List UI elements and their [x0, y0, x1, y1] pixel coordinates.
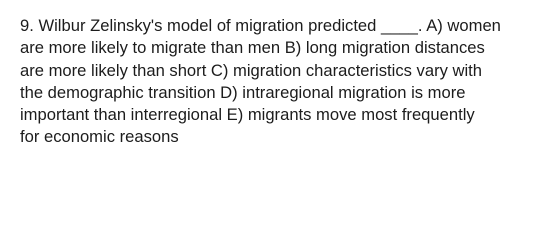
question-line: 9. Wilbur Zelinsky's model of migration predicted ____. A) women: [20, 16, 501, 35]
question-line: are more likely than short C) migration characteristics vary with: [20, 60, 483, 80]
question-line: the demographic transition D) intraregional migration is more: [20, 82, 466, 102]
question-line: for economic reasons: [20, 127, 179, 147]
question-line: important than interregional E) migrants move most frequently: [20, 105, 475, 125]
question-line: are more likely to migrate than men B) long migration distances: [20, 38, 485, 58]
question-text: [20, 15, 550, 149]
